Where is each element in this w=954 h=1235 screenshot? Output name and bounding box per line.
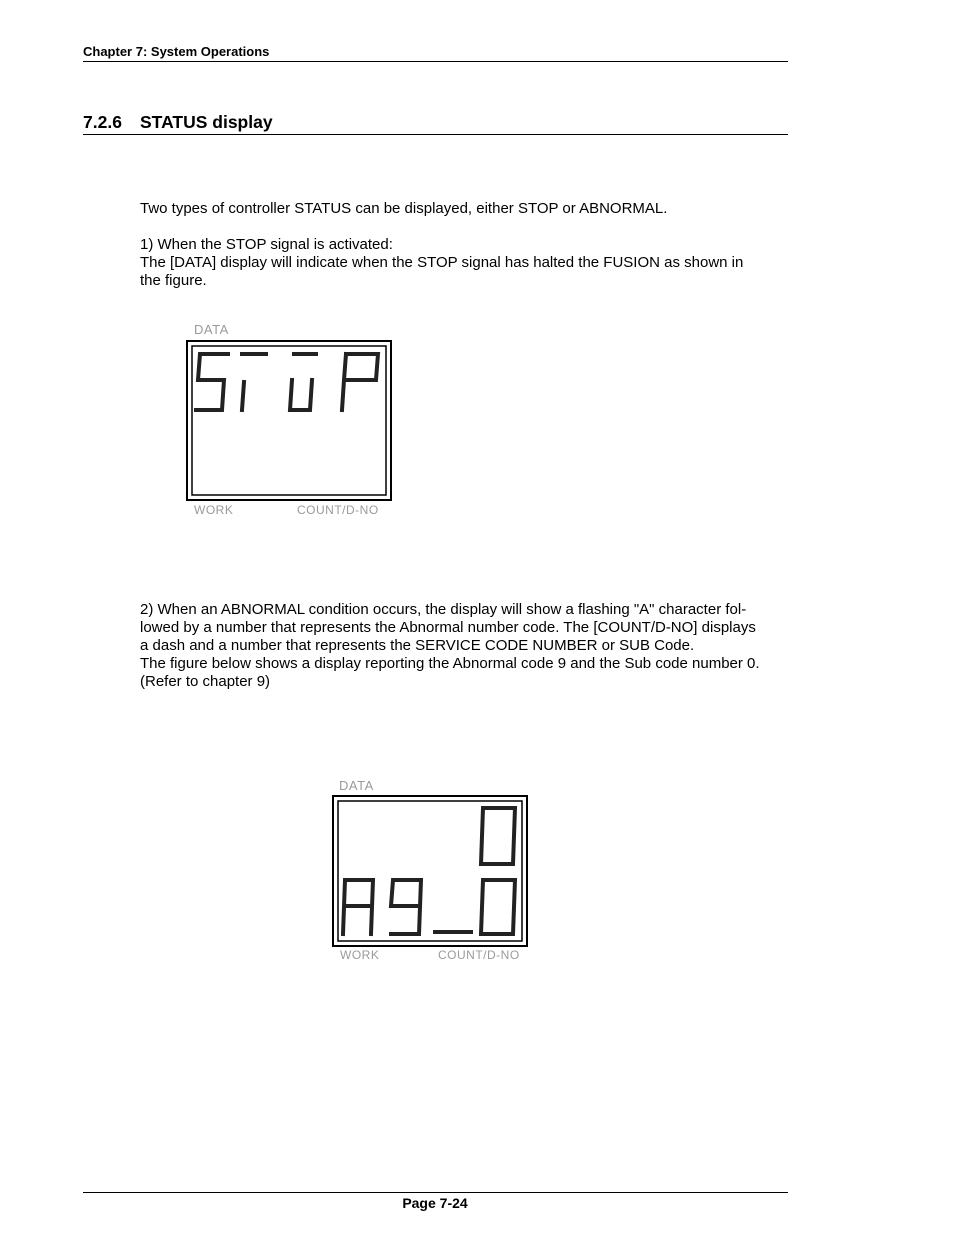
stop-lcd-outer xyxy=(187,341,391,500)
abnormal-line-4: The figure below shows a display reporting the Abnormal code 9 and the Sub code number 0. xyxy=(140,655,760,672)
abnormal-paragraph xyxy=(140,601,790,691)
abnormal-lcd-outer xyxy=(333,796,527,946)
stop-paragraph xyxy=(140,236,790,290)
stop-display-figure xyxy=(180,310,405,520)
section-heading xyxy=(83,112,273,133)
section-title: STATUS display xyxy=(140,112,273,132)
stop-label-data: DATA xyxy=(194,322,229,337)
stop-label-work: WORK xyxy=(194,503,234,517)
abnormal-segment-glyphs xyxy=(343,808,515,934)
abnormal-label-work: WORK xyxy=(340,948,380,962)
stop-line-1: The [DATA] display will indicate when the STOP signal has halted the FUSION as shown in xyxy=(140,254,744,271)
abnormal-label-data: DATA xyxy=(339,778,374,793)
abnormal-label-count: COUNT/D-NO xyxy=(438,948,520,962)
abnormal-lcd-inner xyxy=(338,801,522,941)
stop-heading: 1) When the STOP signal is activated: xyxy=(140,236,393,253)
section-number: 7.2.6 xyxy=(83,112,122,132)
footer-rule xyxy=(83,1192,788,1193)
abnormal-line-1: 2) When an ABNORMAL condition occurs, the display will show a flashing "A" character fol- xyxy=(140,601,747,618)
abnormal-display-figure xyxy=(325,770,540,970)
header-rule xyxy=(83,61,788,62)
stop-line-2: the figure. xyxy=(140,272,207,289)
section-rule xyxy=(83,134,788,135)
stop-label-count: COUNT/D-NO xyxy=(297,503,379,517)
page-number: Page 7-24 xyxy=(402,1195,468,1211)
abnormal-line-3: a dash and a number that represents the SERVICE CODE NUMBER or SUB Code. xyxy=(140,637,695,654)
stop-lcd-inner xyxy=(192,346,386,495)
abnormal-line-2: lowed by a number that represents the Abnormal number code. The [COUNT/D-NO] displays xyxy=(140,619,756,636)
abnormal-line-5: (Refer to chapter 9) xyxy=(140,673,271,690)
intro-text: Two types of controller STATUS can be displayed, either STOP or ABNORMAL. xyxy=(140,200,668,217)
intro-paragraph xyxy=(140,200,790,218)
chapter-header: Chapter 7: System Operations xyxy=(83,44,270,59)
stop-segment-glyphs xyxy=(196,354,378,410)
